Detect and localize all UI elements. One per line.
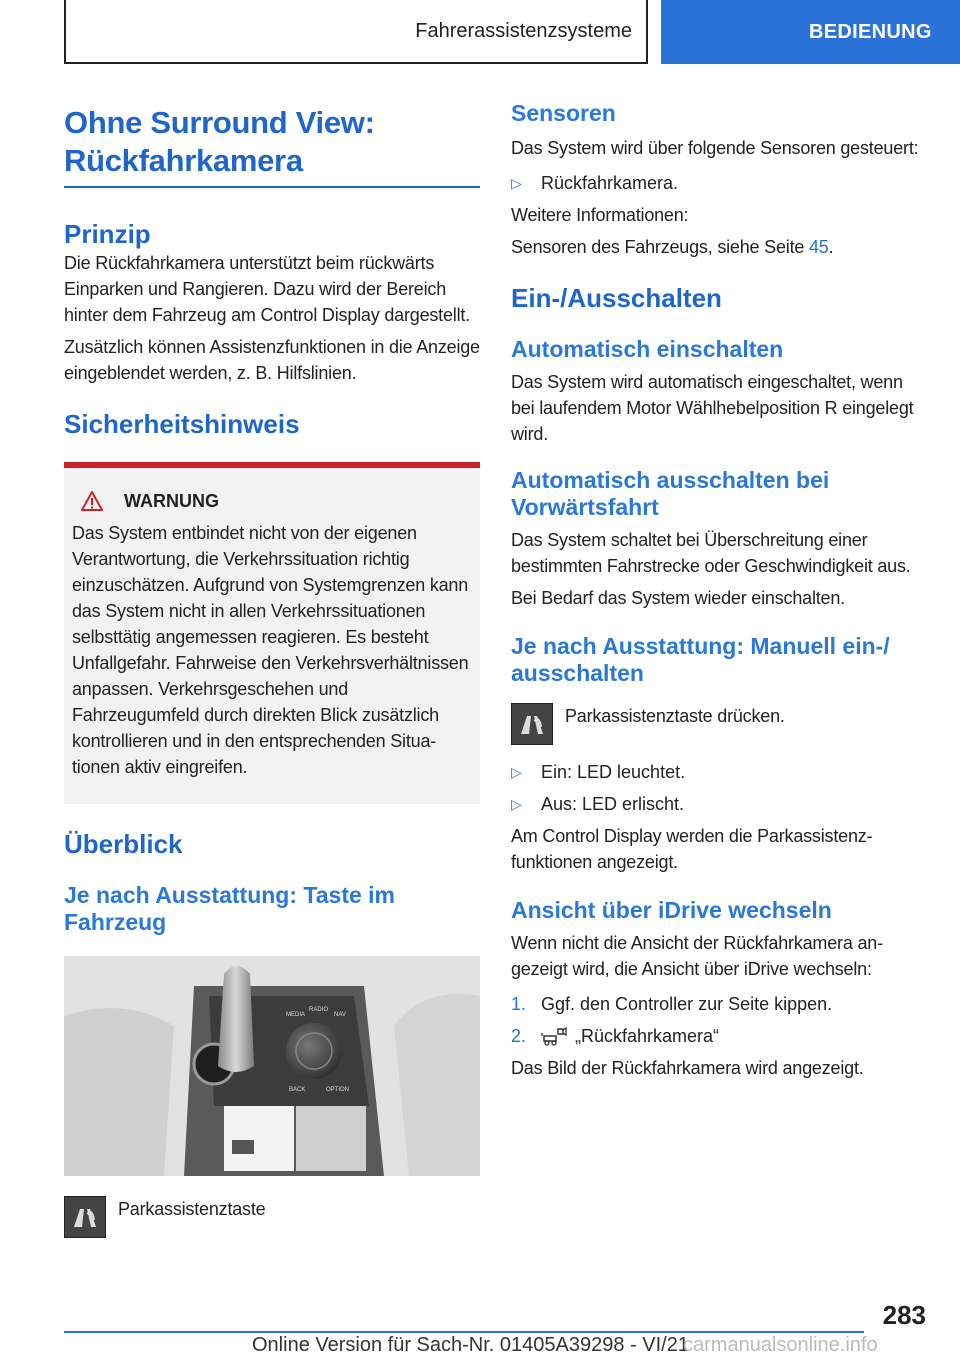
- sensoren-paragraph: Das System wird über folgende Sensoren gesteuert:: [511, 138, 919, 158]
- page-title: [64, 104, 480, 180]
- auto-ein-paragraph: Das System wird automatisch eingeschaltet, wenn bei laufendem Motor Wählhebelposition R eingelegt wird.: [511, 372, 914, 444]
- warning-title-label: WARNUNG: [124, 490, 219, 511]
- photo-label-option: OPTION: [326, 1087, 350, 1093]
- final-paragraph: Das Bild der Rückfahrkamera wird angezeigt.: [511, 1058, 864, 1078]
- triangle-bullet-icon: ▷: [511, 175, 522, 191]
- auto-ein-heading: Automatisch einschalten: [511, 336, 784, 362]
- weitere-info-label: Weitere Informationen:: [511, 205, 689, 225]
- step-2-number: 2.: [511, 1026, 527, 1046]
- header-chapter-label: BEDIENUNG: [809, 20, 932, 43]
- step-2-text: „Rückfahrkamera“: [575, 1026, 720, 1046]
- auto-aus-paragraph-2: Bei Bedarf das System wieder einschalten.: [511, 588, 845, 608]
- triangle-bullet-icon: ▷: [511, 764, 522, 780]
- warning-box: [64, 462, 480, 804]
- sensoren-bullet: [511, 170, 927, 196]
- page-number: 283: [882, 1300, 926, 1330]
- taste-heading: Je nach Ausstattung: Taste im Fahrzeug: [64, 882, 396, 935]
- manuell-icon-text: Parkassistenztaste drücken.: [565, 706, 785, 726]
- auto-aus-paragraph-1: Das System schaltet bei Überschreitung einer bestimmten Fahrstrecke oder Geschwindigkeit aus.: [511, 530, 911, 576]
- warning-triangle-icon: [80, 490, 104, 512]
- header-section-label: Fahrerassistenzsysteme: [415, 19, 632, 42]
- manuell-heading: Je nach Ausstattung: Manuell ein-/ ausschalten: [511, 633, 890, 686]
- manuell-paragraph: Am Control Display werden die Parkassistenzfunktionen angezeigt.: [511, 826, 873, 872]
- park-assist-caption-row: [64, 1196, 480, 1238]
- einaus-heading: Ein-/Ausschalten: [511, 283, 722, 313]
- center-console-illustration: [64, 956, 480, 1176]
- footer-rule: [64, 1331, 864, 1333]
- left-column: [64, 104, 480, 1238]
- step-1-number: 1.: [511, 994, 527, 1014]
- warning-title: [72, 490, 472, 512]
- idrive-paragraph: Wenn nicht die Ansicht der Rückfahrkamera angezeigt wird, die Ansicht über iDrive wechseln:: [511, 933, 884, 979]
- park-assist-icon: [64, 1196, 106, 1238]
- park-assist-caption: Parkassistenztaste: [118, 1199, 266, 1219]
- manuell-icon-row: [511, 703, 927, 745]
- header-chapter: [661, 0, 960, 64]
- footer-watermark: carmanualsonline.info: [683, 1334, 878, 1356]
- photo-label-back: BACK: [289, 1087, 306, 1093]
- sensoren-reference-end: .: [828, 237, 834, 257]
- right-column: [511, 100, 927, 1081]
- sensoren-heading: Sensoren: [511, 100, 616, 126]
- sicherheit-heading: Sicherheitshinweis: [64, 409, 300, 439]
- bullet-ein: [511, 759, 927, 785]
- header-section: [64, 0, 648, 64]
- rear-camera-icon: [541, 1025, 567, 1047]
- triangle-bullet-icon: ▷: [511, 796, 522, 812]
- prinzip-paragraph-1: Die Rückfahrkamera unterstützt beim rückwärts Einparken und Rangieren. Dazu wird der Bereich hinter dem Fahrzeug am Control Display dargestellt.: [64, 253, 470, 325]
- photo-label-nav: NAV: [334, 1012, 346, 1018]
- ueberblick-heading: Überblick: [64, 829, 183, 859]
- photo-label-media: MEDIA: [286, 1012, 306, 1018]
- warning-text: Das System entbindet nicht von der eigenen Verantwortung, die Verkehrssituation richtig einzuschätzen. Aufgrund von Systemgrenzen kann das System nicht in allen Verkehrssituationen selbsttätig angemessen reagieren. Es besteht Unfallgefahr. Fahrweise den Verkehrsverhältnissen anpassen. Verkehrsgeschehen und Fahrzeugumfeld durch direkten Blick zusätzlich kontrollieren und in den entsprechenden Situationen aktiv eingreifen.: [72, 523, 469, 777]
- footer-text: Online Version für Sach-Nr. 01405A39298 - VI/21: [252, 1334, 689, 1356]
- sensoren-reference-text: Sensoren des Fahrzeugs, siehe Seite: [511, 237, 809, 257]
- idrive-heading: Ansicht über iDrive wechseln: [511, 897, 832, 923]
- prinzip-paragraph-2: Zusätzlich können Assistenzfunktionen in die Anzeige eingeblendet werden, z. B. Hilfslinien.: [64, 337, 480, 383]
- center-console-photo: [64, 956, 480, 1176]
- step-1: [511, 991, 927, 1017]
- step-1-text: Ggf. den Controller zur Seite kippen.: [541, 994, 833, 1014]
- prinzip-heading: Prinzip: [64, 219, 151, 249]
- sensoren-page-link[interactable]: 45: [808, 237, 829, 257]
- photo-label-radio: RADIO: [309, 1007, 329, 1013]
- bullet-aus: [511, 791, 927, 817]
- bullet-ein-text: Ein: LED leuchtet.: [541, 762, 686, 782]
- title-line-2: Rückfahrkamera: [64, 143, 303, 178]
- sensoren-bullet-text: Rückfahrkamera.: [541, 173, 679, 193]
- auto-aus-heading: Automatisch ausschalten bei Vorwärtsfahrt: [511, 467, 830, 520]
- sensoren-reference: [511, 234, 927, 260]
- bullet-aus-text: Aus: LED erlischt.: [541, 794, 685, 814]
- title-line-1: Ohne Surround View:: [64, 105, 375, 140]
- step-2: [511, 1023, 927, 1049]
- park-assist-icon: [511, 703, 553, 745]
